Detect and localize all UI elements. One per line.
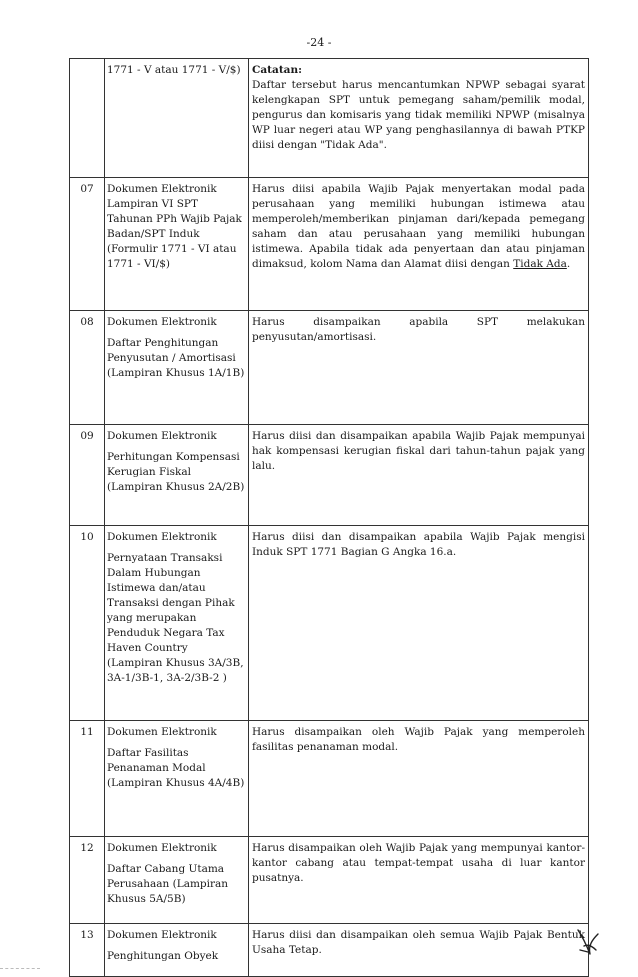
document-note: [249, 425, 589, 526]
document-note: [249, 526, 589, 721]
table-row: [70, 837, 589, 924]
note-text: Harus disampaikan apabila SPT melakukan penyusutan/amortisasi.: [252, 316, 585, 343]
document-name: [105, 837, 249, 924]
document-note: [249, 837, 589, 924]
document-title: Dokumen Elektronik: [107, 726, 217, 738]
document-title: Dokumen Elektronik: [107, 316, 217, 328]
signature-mark: [574, 924, 602, 958]
document-title: Dokumen Elektronik: [107, 430, 217, 442]
table-row: [70, 59, 589, 178]
document-name: [105, 721, 249, 837]
note-underlined-text: Tidak Ada: [513, 258, 567, 270]
document-title: 1771 - V atau 1771 - V/$): [107, 64, 241, 76]
note-text: Daftar tersebut harus mencantumkan NPWP sebagai syarat kelengkapan SPT untuk pemegang saham/pemilik modal, pengurus dan komisaris yang tidak memiliki NPWP (misalnya WP luar negeri atau WP yang penghasilannya di bawah PTKP diisi dengan "Tidak Ada".: [252, 79, 585, 151]
table-row: [70, 721, 589, 837]
row-number: [70, 59, 105, 178]
table-row: [70, 311, 589, 425]
document-name: [105, 59, 249, 178]
document-subtitle: Daftar Fasilitas Penanaman Modal (Lampiran Khusus 4A/4B): [107, 747, 245, 789]
document-subtitle: Pernyataan Transaksi Dalam Hubungan Istimewa dan/atau Transaksi dengan Pihak yang merupakan Penduduk Negara Tax Haven Country (Lampiran Khusus 3A/3B, 3A-1/3B-1, 3A-2/3B-2 ): [107, 552, 244, 684]
document-subtitle: Daftar Penghitungan Penyusutan / Amortisasi (Lampiran Khusus 1A/1B): [107, 337, 245, 379]
note-text: Harus diisi apabila Wajib Pajak menyertakan modal pada perusahaan yang memiliki hubungan istimewa atau memperoleh/memberikan pinjaman dari/kepada pemegang saham dan atau perusahaan yang memiliki hubungan istimewa. Apabila tidak ada penyertaan dan atau pinjaman dimaksud, kolom Nama dan Alamat diisi dengan: [252, 183, 585, 270]
table-row: [70, 425, 589, 526]
row-number: 10: [70, 526, 105, 721]
row-number: 08: [70, 311, 105, 425]
document-title: Dokumen Elektronik: [107, 531, 217, 543]
document-name: [105, 178, 249, 311]
document-note: [249, 311, 589, 425]
table-row: [70, 178, 589, 311]
document-subtitle: Penghitungan Obyek: [107, 950, 219, 962]
document-title: Dokumen Elektronik: [107, 929, 217, 941]
note-text: Harus diisi dan disampaikan apabila Wajib Pajak mempunyai hak kompensasi kerugian fiskal dari tahun-tahun pajak yang lalu.: [252, 430, 585, 472]
document-table: [69, 58, 589, 977]
row-number: 13: [70, 924, 105, 977]
page-number: -24 -: [306, 36, 332, 49]
table-row: [70, 526, 589, 721]
note-heading: Catatan:: [252, 64, 302, 76]
row-number: 11: [70, 721, 105, 837]
page-edge-mark: [0, 968, 40, 970]
document-title: Dokumen Elektronik Lampiran VI SPT Tahunan PPh Wajib Pajak Badan/SPT Induk (Formulir 1771 - VI atau 1771 - VI/$): [107, 183, 242, 270]
document-subtitle: Perhitungan Kompensasi Kerugian Fiskal (Lampiran Khusus 2A/2B): [107, 451, 245, 493]
document-note: [249, 59, 589, 178]
note-text: Harus disampaikan oleh Wajib Pajak yang mempunyai kantor-kantor cabang atau tempat-tempat usaha di luar kantor pusatnya.: [252, 842, 585, 884]
note-text: Harus disampaikan oleh Wajib Pajak yang memperoleh fasilitas penanaman modal.: [252, 726, 585, 753]
document-note: [249, 178, 589, 311]
row-number: 09: [70, 425, 105, 526]
document-name: [105, 311, 249, 425]
note-tail: .: [566, 258, 571, 270]
document-subtitle: Daftar Cabang Utama Perusahaan (Lampiran Khusus 5A/5B): [107, 863, 229, 905]
document-note: [249, 924, 589, 977]
row-number: 07: [70, 178, 105, 311]
document-name: [105, 924, 249, 977]
document-name: [105, 425, 249, 526]
document-title: Dokumen Elektronik: [107, 842, 217, 854]
document-note: [249, 721, 589, 837]
document-name: [105, 526, 249, 721]
note-text: Harus diisi dan disampaikan oleh semua Wajib Pajak Bentuk Usaha Tetap.: [252, 929, 585, 956]
note-text: Harus diisi dan disampaikan apabila Wajib Pajak mengisi Induk SPT 1771 Bagian G Angka 16.a.: [252, 531, 585, 558]
row-number: 12: [70, 837, 105, 924]
table-row: [70, 924, 589, 977]
